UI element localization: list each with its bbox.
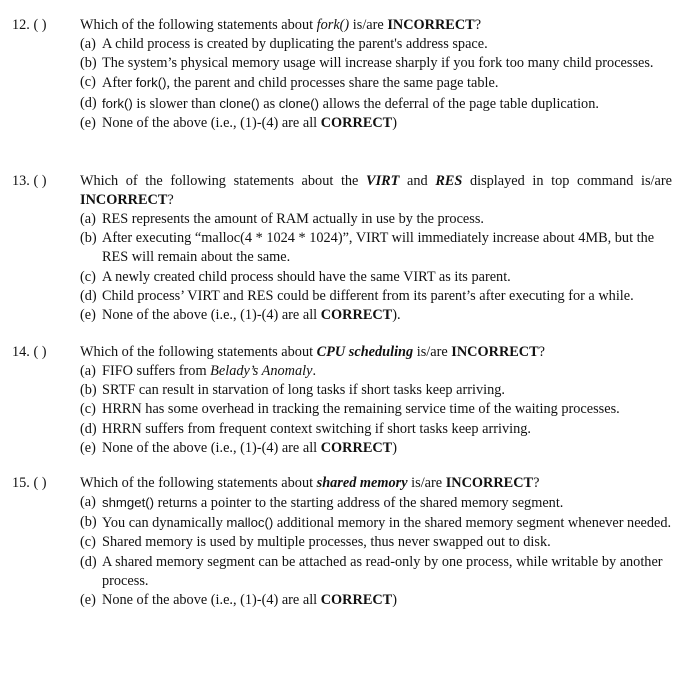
option-a: (a) RES represents the amount of RAM actually in use by the process. (80, 210, 672, 229)
question-number: 13. ( ) (12, 173, 47, 189)
option-a: (a) FIFO suffers from Belady’s Anomaly. (80, 362, 672, 381)
option-b: (b) The system’s physical memory usage will increase sharply if you fork too many child processes. (80, 54, 672, 73)
keyword-incorrect: INCORRECT (445, 475, 534, 491)
option-label: (c) (80, 268, 96, 285)
option-b: (b) SRTF can result in starvation of long tasks if short tasks keep arriving. (80, 381, 672, 400)
question-stem: 15. ( ) Which of the following statements about shared memory is/are INCORRECT? (12, 475, 540, 491)
keyword-virt: VIRT (366, 173, 400, 189)
keyword-incorrect: INCORRECT (80, 192, 168, 208)
keyword-fork: fork() (316, 17, 350, 33)
option-b: (b) You can dynamically malloc() additional memory in the shared memory segment whenever needed. (80, 514, 672, 532)
option-a: (a) shmget() returns a pointer to the starting address of the shared memory segment. (80, 494, 564, 511)
option-label: (e) (80, 307, 96, 324)
option-d: (d) Child process’ VIRT and RES could be different from its parent’s after executing for a while. (80, 287, 672, 306)
option-label: (e) (80, 439, 96, 456)
option-a: (a) A child process is created by duplicating the parent's address space. (80, 35, 672, 54)
question-15 (12, 474, 672, 610)
option-e: (e) None of the above (i.e., (1)-(4) are all CORRECT) (80, 114, 672, 133)
question-number: 14. ( ) (12, 344, 47, 360)
keyword-incorrect: INCORRECT (451, 344, 539, 360)
option-label: (d) (80, 420, 97, 437)
option-e: (e) None of the above (i.e., (1)-(4) are all CORRECT). (80, 306, 672, 325)
option-label: (c) (80, 534, 96, 551)
option-label: (a) (80, 36, 96, 52)
option-label: (a) (80, 363, 96, 379)
question-13 (12, 172, 672, 325)
options-list (80, 362, 672, 458)
option-d: (d) HRRN suffers from frequent context switching if short tasks keep arriving. (80, 420, 672, 439)
question-number: 12. ( ) (12, 17, 47, 33)
option-c: (c) After fork(), the parent and child processes share the same page table. (80, 74, 499, 92)
option-label: (e) (80, 592, 96, 609)
option-label: (b) (80, 55, 97, 72)
option-label: (a) (80, 494, 96, 510)
option-c: (c) Shared memory is used by multiple processes, thus never swapped out to disk. (80, 533, 672, 552)
keyword-shared-memory: shared memory (316, 475, 408, 491)
question-stem: 13. ( ) Which of the following statements about the VIRT and RES displayed in top command is/are INCORRECT? (12, 173, 672, 208)
option-label: (b) (80, 382, 97, 399)
option-label: (e) (80, 114, 96, 131)
options-list (80, 35, 672, 133)
question-stem: 14. ( ) Which of the following statements about CPU scheduling is/are INCORRECT? (12, 344, 546, 360)
question-number: 15. ( ) (12, 475, 47, 491)
option-c: (c) HRRN has some overhead in tracking the remaining service time of the waiting processes. (80, 400, 672, 419)
option-label: (d) (80, 94, 97, 111)
option-label: (d) (80, 553, 97, 570)
option-label: (c) (80, 401, 96, 418)
question-stem: 12. ( ) Which of the following statements about fork() is/are INCORRECT? (12, 17, 482, 33)
keyword-incorrect: INCORRECT (387, 17, 475, 33)
option-e: (e) None of the above (i.e., (1)-(4) are all CORRECT) (80, 439, 672, 458)
option-label: (d) (80, 287, 97, 304)
option-label: (c) (80, 74, 96, 91)
option-label: (a) (80, 211, 96, 227)
options-list (80, 493, 672, 610)
keyword-cpu-scheduling: CPU scheduling (316, 344, 414, 360)
option-c: (c) A newly created child process should have the same VIRT as its parent. (80, 268, 672, 287)
option-label: (b) (80, 230, 97, 247)
options-list (80, 210, 672, 325)
option-label: (b) (80, 514, 97, 531)
option-d: (d) fork() is slower than clone() as clone() allows the deferral of the page table duplication. (80, 94, 599, 112)
question-12 (12, 16, 672, 133)
question-14 (12, 343, 672, 458)
option-b: (b) After executing “malloc(4 * 1024 * 1024)”, VIRT will immediately increase about 4MB, but the RES will remain about the same. (80, 230, 655, 266)
keyword-res: RES (435, 173, 463, 189)
option-d: (d) A shared memory segment can be attached as read-only by one process, while writable by another process. (80, 553, 663, 589)
option-e: (e) None of the above (i.e., (1)-(4) are all CORRECT) (80, 591, 672, 610)
